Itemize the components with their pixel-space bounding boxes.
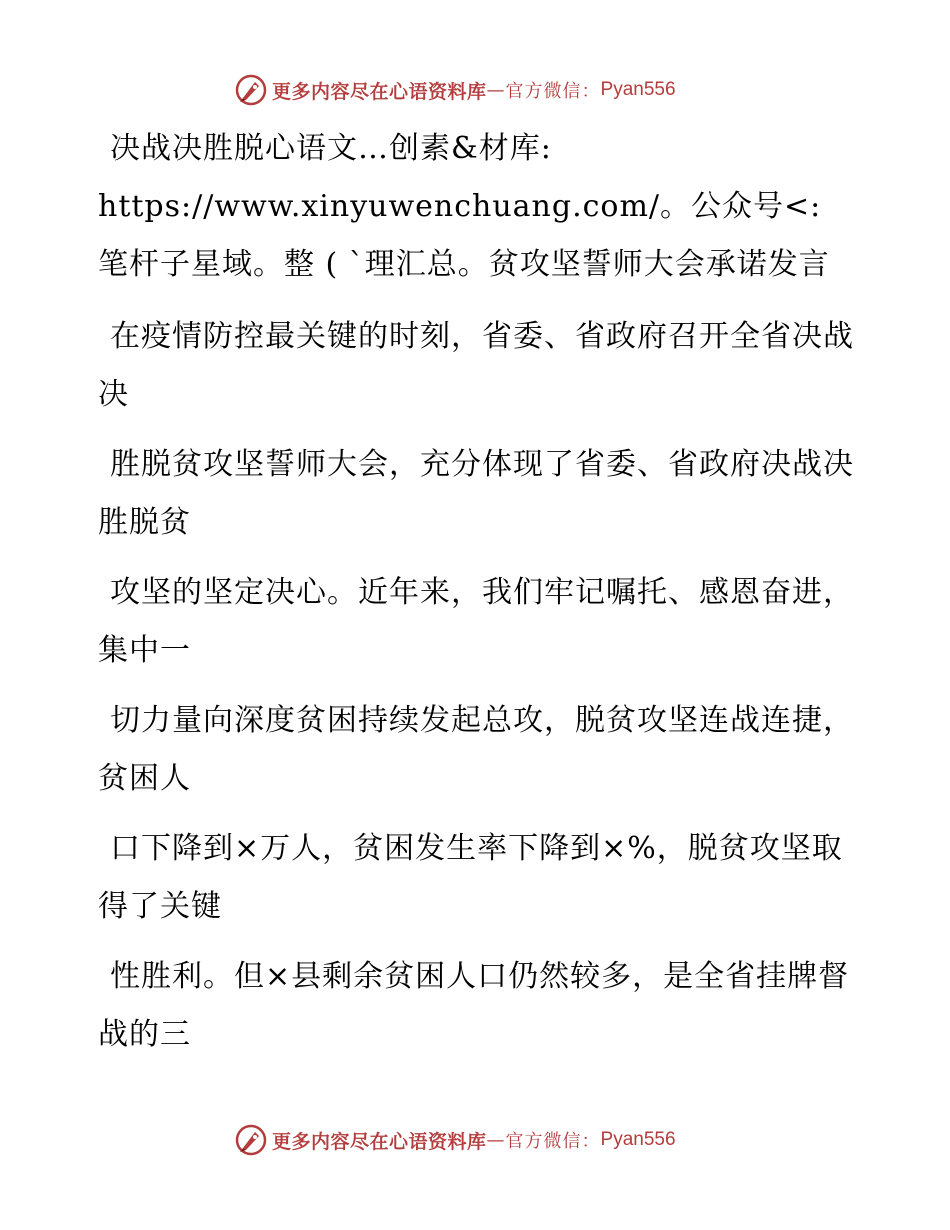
watermark-separator: — (486, 79, 506, 101)
paragraph: 胜脱贫攻坚誓师大会，充分体现了省委、省政府决战决胜脱贫 (98, 447, 854, 540)
paragraph: 攻坚的坚定决心。近年来，我们牢记嘱托、感恩奋进，集中一 (98, 575, 854, 668)
paragraph: 切力量向深度贫困持续发起总攻，脱贫攻坚连战连捷，贫困人 (98, 703, 854, 796)
pen-nib-logo-icon (234, 73, 268, 107)
watermark-separator: — (486, 1129, 506, 1151)
watermark-main-text: 更多内容尽在心语资料库 (272, 80, 487, 103)
watermark-account: Pyan556 (600, 1129, 676, 1150)
watermark-main-text: 更多内容尽在心语资料库 (272, 1130, 487, 1153)
paragraph: 在疫情防控最关键的时刻，省委、省政府召开全省决战决 (98, 319, 854, 412)
pen-nib-logo-icon (234, 1123, 268, 1157)
paragraph: 口下降到×万人，贫困发生率下降到×%，脱贫攻坚取得了关键 (98, 831, 843, 924)
paragraph: 决战决胜脱心语文…创素&材库: https://www.xinyuwenchuang.com/。公众号<: 笔杆子星域。整 ( `理汇总。贫攻坚誓师大会承诺发言 (98, 131, 830, 282)
footer-watermark (234, 1122, 676, 1158)
watermark-sub-text: 官方微信： (505, 81, 601, 102)
document-body (98, 120, 858, 1076)
watermark-sub-text: 官方微信： (505, 1131, 601, 1152)
header-watermark (234, 72, 676, 108)
paragraph: 性胜利。但×县剩余贫困人口仍然较多，是全省挂牌督战的三 (98, 959, 850, 1052)
watermark-account: Pyan556 (600, 79, 676, 100)
